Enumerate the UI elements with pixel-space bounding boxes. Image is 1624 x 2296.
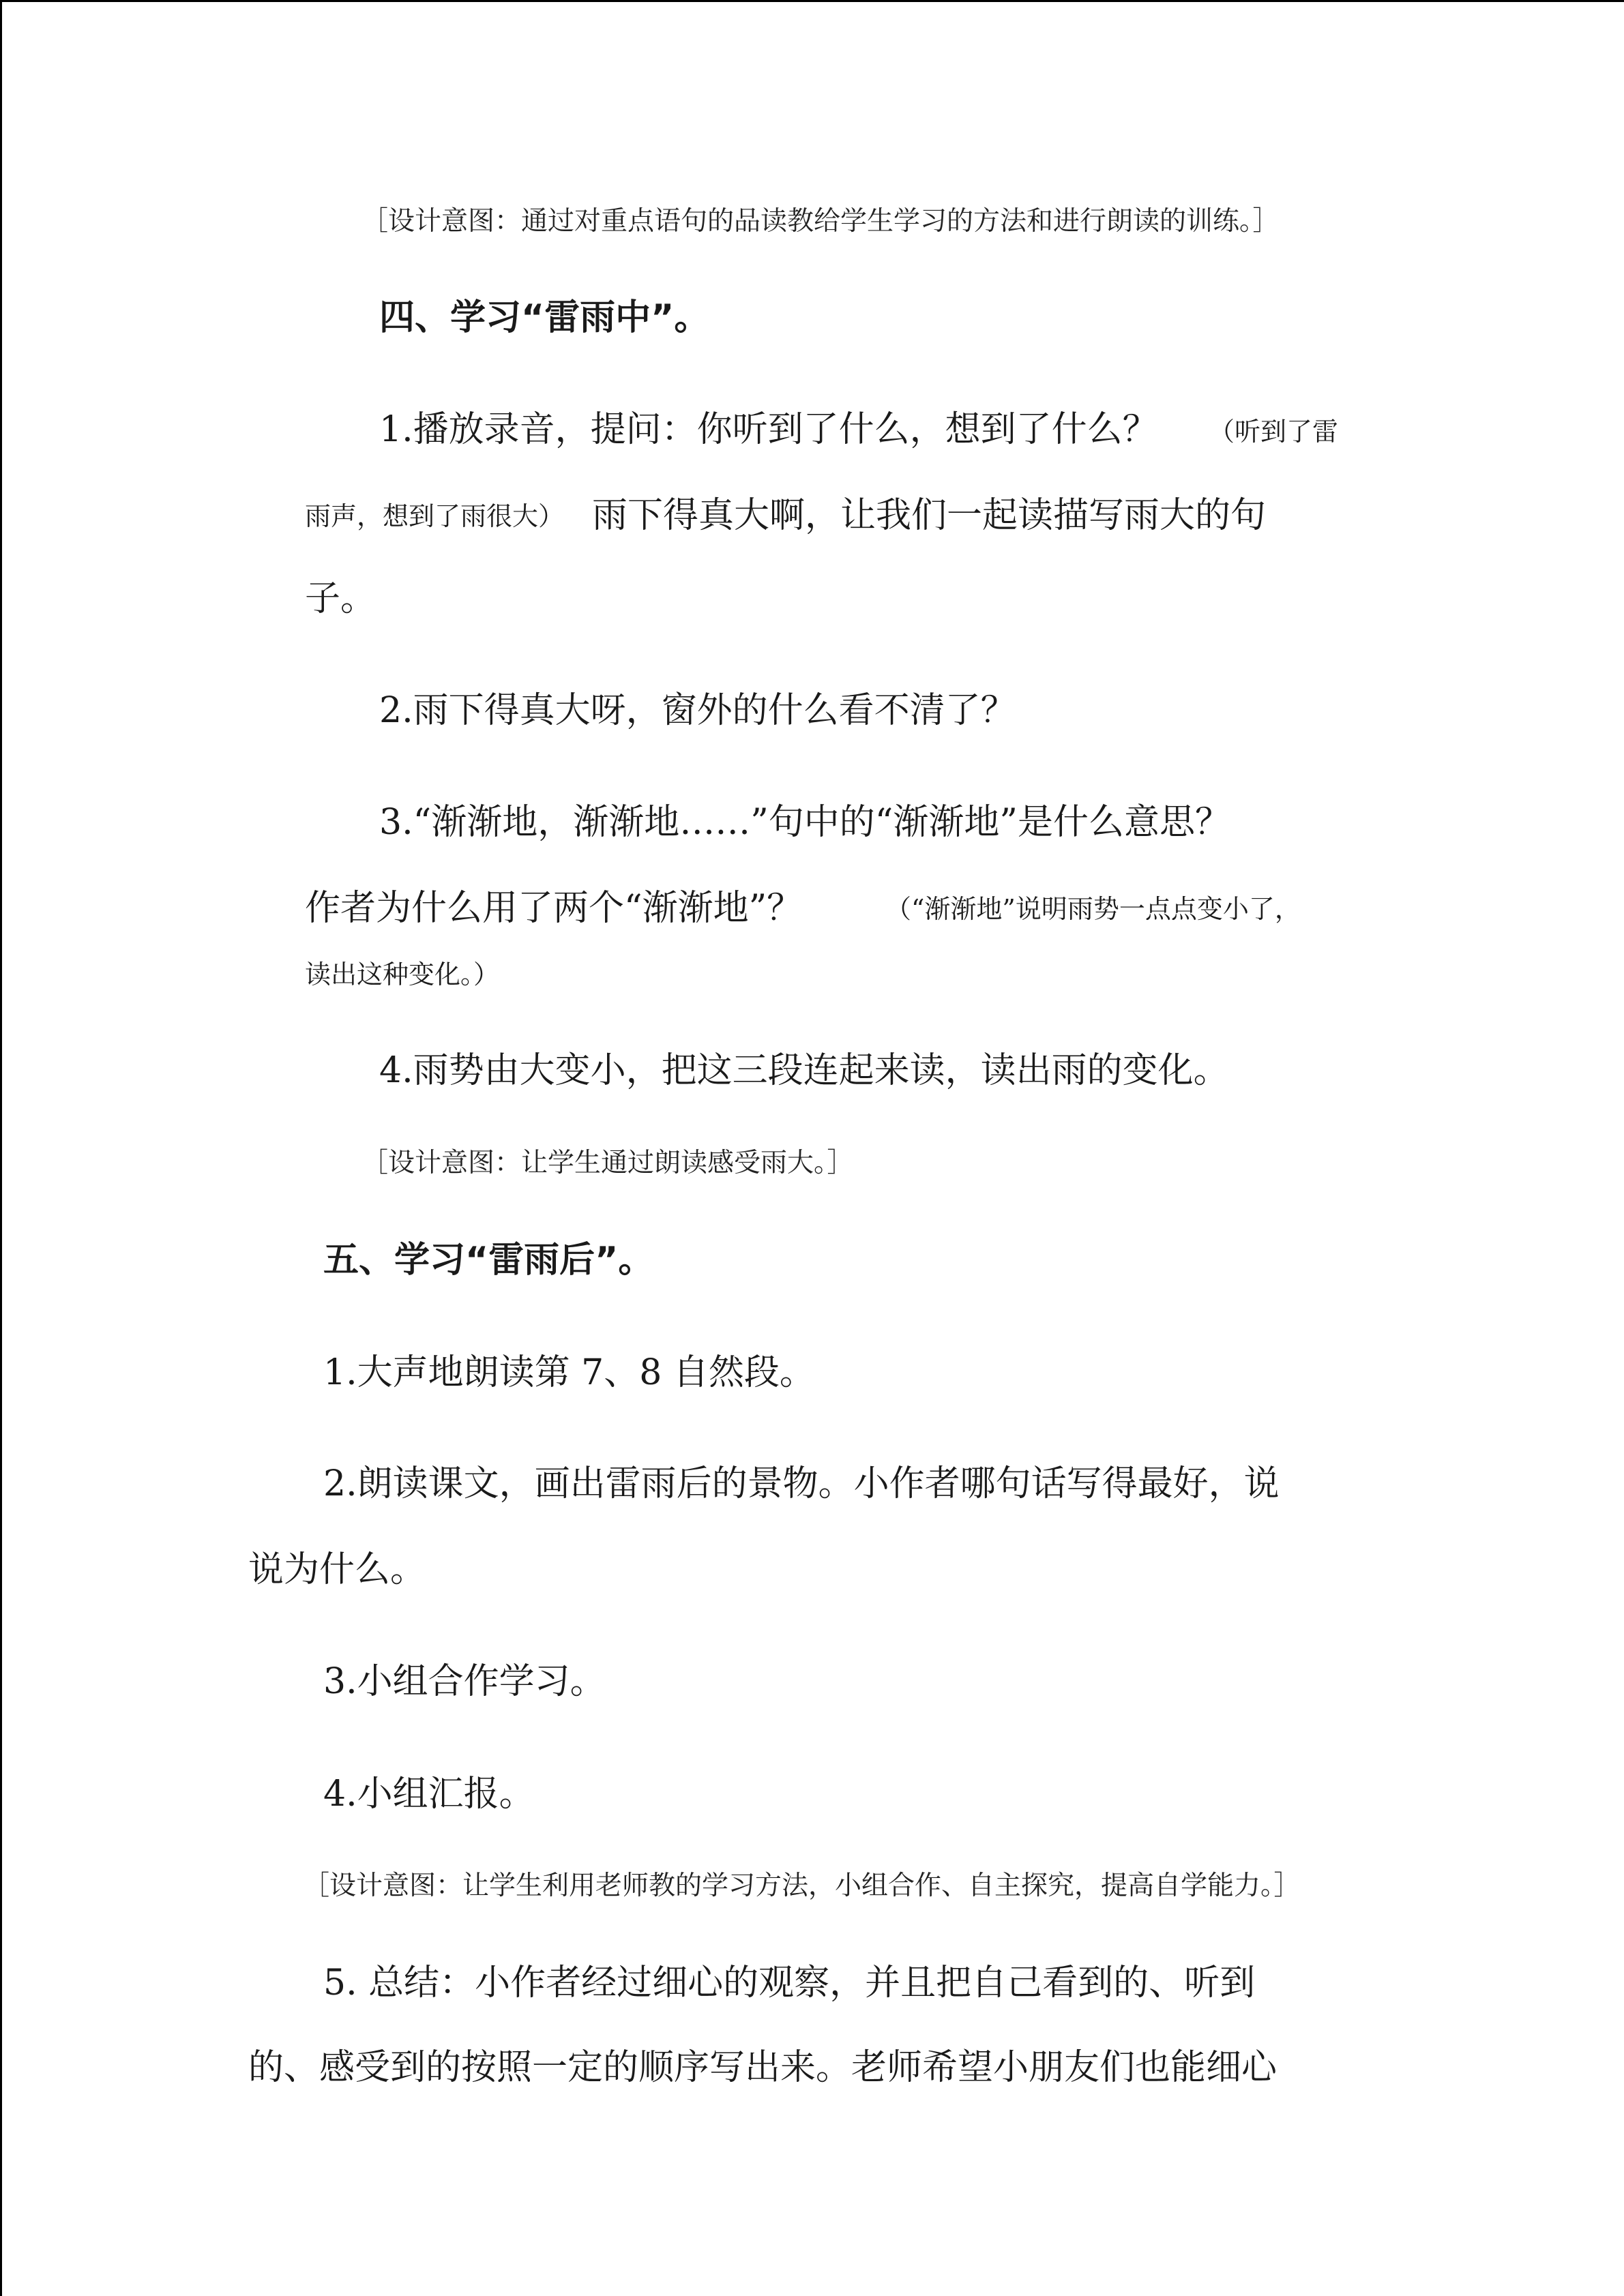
paragraph-5-1: 1.大声地朗读第 7、8 自然段。 xyxy=(323,1352,815,1393)
paragraph-5-4: 4.小组汇报。 xyxy=(323,1774,535,1815)
section-heading-5: 五、学习“雷雨后”。 xyxy=(323,1240,654,1281)
design-intent-note-1: ［设计意图：通过对重点语句的品读教给学生学习的方法和进行朗读的训练。］ xyxy=(361,206,1280,237)
paragraph-5-5-a: 5. 总结：小作者经过细心的观察，并且把自己看到的、听到 xyxy=(323,1963,1256,2003)
paragraph-5-2-a: 2.朗读课文，画出雷雨后的景物。小作者哪句话写得最好，说 xyxy=(323,1463,1280,1504)
paragraph-4-3-note-a: （“渐渐地”说明雨势一点点变小了， xyxy=(885,894,1301,924)
page-border-left xyxy=(0,0,2,2296)
paragraph-5-3: 3.小组合作学习。 xyxy=(323,1661,606,1702)
paragraph-4-1-b: 雨下得真大啊，让我们一起读描写雨大的句 xyxy=(592,495,1267,536)
paragraph-4-3-a: 3.“渐渐地，渐渐地……”句中的“渐渐地”是什么意思？ xyxy=(379,802,1230,843)
paragraph-5-5-b: 的、感受到的按照一定的顺序写出来。老师希望小朋友们也能细心 xyxy=(248,2047,1278,2088)
design-intent-note-2: ［设计意图：让学生通过朗读感受雨大。］ xyxy=(361,1148,854,1178)
paragraph-4-3-b: 作者为什么用了两个“渐渐地”？ xyxy=(305,888,803,929)
paragraph-4-1-note-a: （听到了雷 xyxy=(1209,417,1339,447)
paragraph-4-2: 2.雨下得真大呀，窗外的什么看不清了？ xyxy=(379,690,1016,731)
paragraph-4-1-c: 子。 xyxy=(305,578,377,619)
paragraph-4-1-a: 1.播放录音，提问：你听到了什么，想到了什么？ xyxy=(379,409,1158,450)
page-border-top xyxy=(0,0,1624,2)
section-heading-4: 四、学习“雷雨中”。 xyxy=(379,297,710,338)
paragraph-4-3-note-b: 读出这种变化。） xyxy=(305,959,500,989)
design-intent-note-3: ［设计意图：让学生利用老师教的学习方法，小组合作、自主探究，提高自学能力。］ xyxy=(303,1870,1301,1901)
paragraph-4-1-note-b: 雨声，想到了雨很大） xyxy=(305,501,565,531)
paragraph-5-2-b: 说为什么。 xyxy=(248,1549,426,1590)
paragraph-4-4: 4.雨势由大变小，把这三段连起来读，读出雨的变化。 xyxy=(379,1050,1229,1091)
